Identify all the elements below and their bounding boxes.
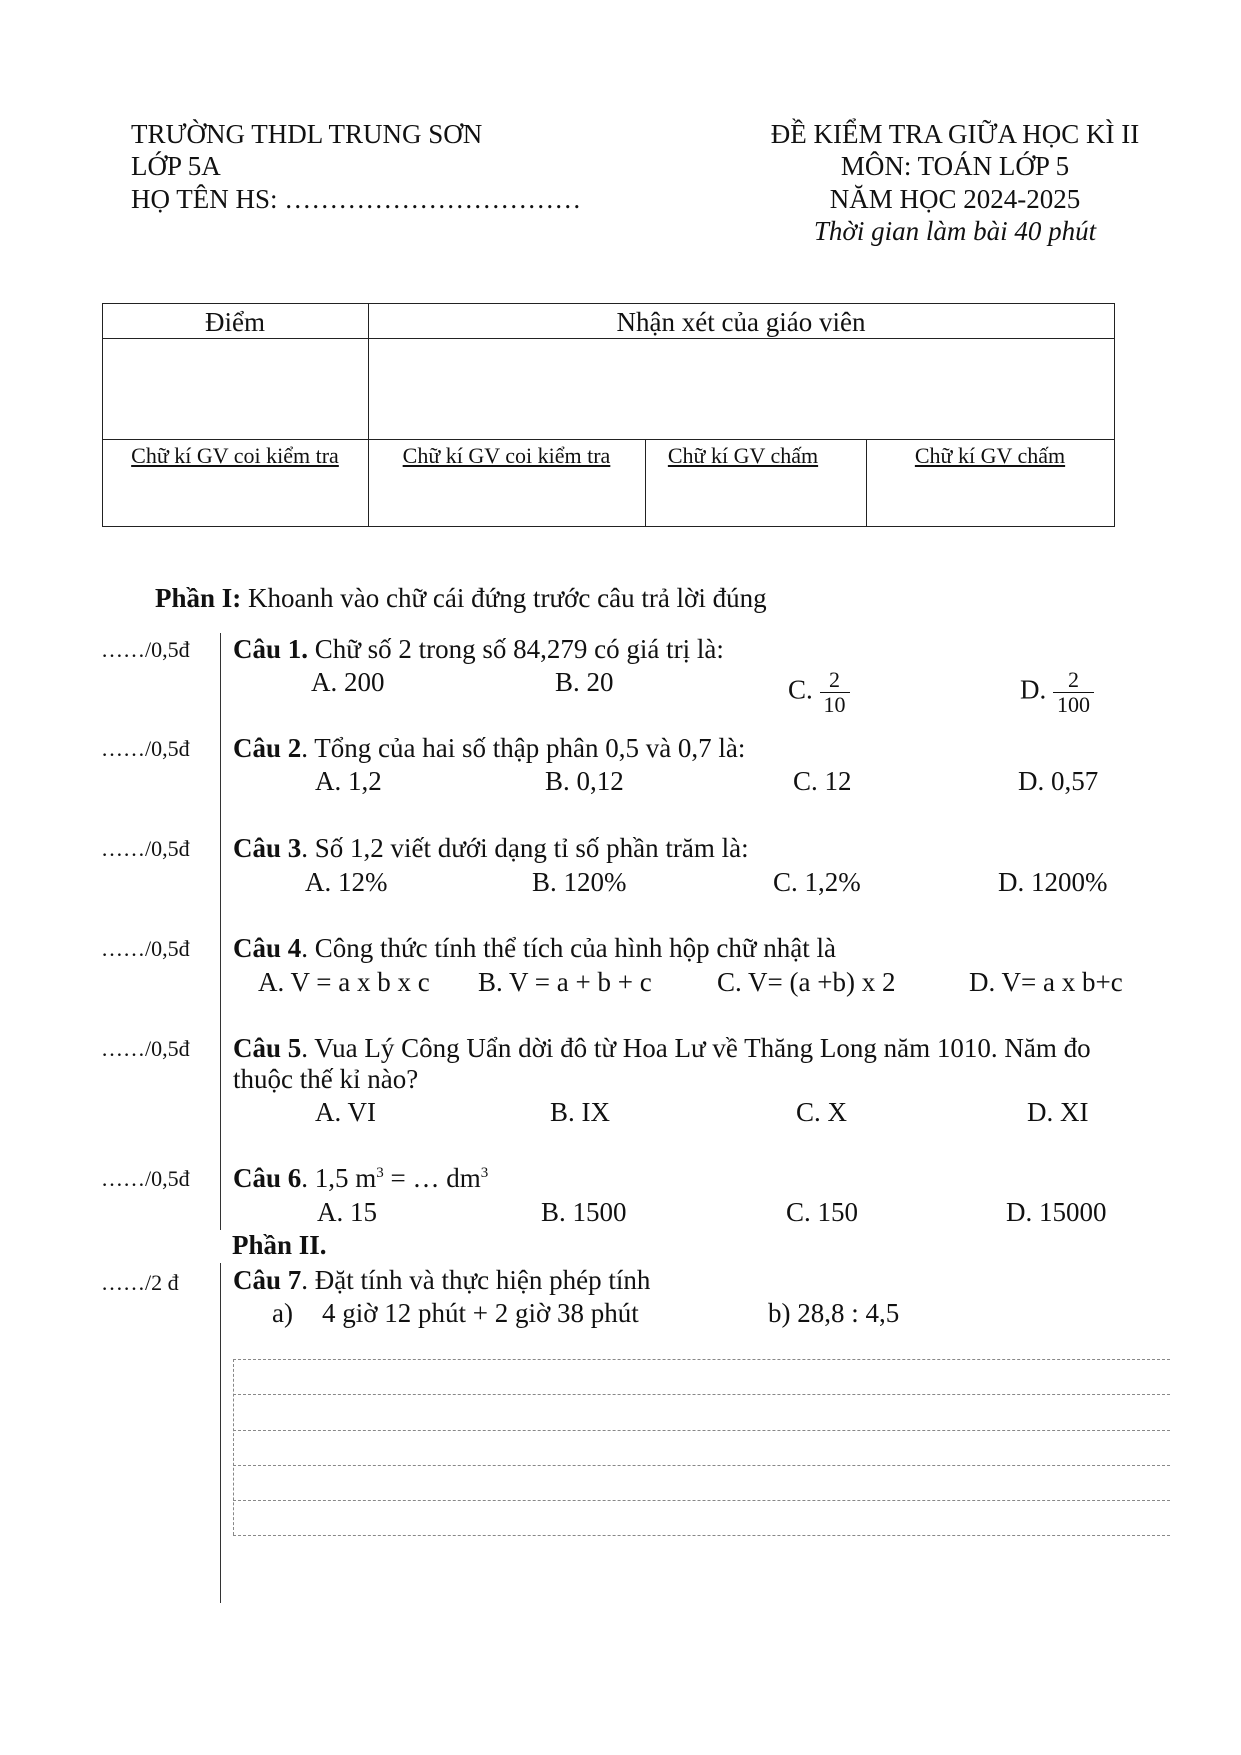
fraction-2-10: $\frac{2}{10}$ [820, 668, 850, 717]
question-3-text: Câu 3. Số 1,2 viết dưới dạng tỉ số phần trăm là: [233, 833, 749, 863]
points-q6: ……/0,5đ [101, 1166, 190, 1191]
student-name-line: HỌ TÊN HS: …………………………… [131, 184, 582, 214]
question-4-text: Câu 4. Công thức tính thể tích của hình hộp chữ nhật là [233, 933, 836, 963]
q7-item-b: b) 28,8 : 4,5 [768, 1298, 900, 1328]
q3-option-d[interactable]: D. 1200% [998, 867, 1108, 897]
points-q1: ……/0,5đ [101, 637, 190, 662]
q3-option-c[interactable]: C. 1,2% [773, 867, 861, 897]
points-q5: ……/0,5đ [101, 1036, 190, 1061]
q4-option-d[interactable]: D. V= a x b+c [969, 967, 1123, 997]
q7-item-a-label: a) [272, 1298, 293, 1328]
grader-signature-2-label: Chữ kí GV chấm [914, 443, 1066, 468]
q3-option-b[interactable]: B. 120% [532, 867, 627, 897]
margin-line [220, 633, 221, 1230]
points-q3: ……/0,5đ [101, 836, 190, 861]
points-q2: ……/0,5đ [101, 736, 190, 761]
points-q4: ……/0,5đ [101, 936, 190, 961]
q6-option-b[interactable]: B. 1500 [541, 1197, 627, 1227]
grader-signature-1-label: Chữ kí GV chấm [667, 443, 819, 468]
q2-option-c[interactable]: C. 12 [793, 766, 852, 796]
question-7-text: Câu 7. Đặt tính và thực hiện phép tính [233, 1265, 651, 1295]
question-5-text-line2: thuộc thế kỉ nào? [233, 1064, 419, 1094]
question-6-text: Câu 6. 1,5 $m^3$ = … $dm^3$ [233, 1163, 489, 1193]
q5-option-d[interactable]: D. XI [1027, 1097, 1089, 1127]
q3-option-a[interactable]: A. 12% [305, 867, 388, 897]
q1-option-d[interactable]: D. $\frac{2}{100}$ [1020, 668, 1094, 717]
fraction-2-100: $\frac{2}{100}$ [1053, 668, 1094, 717]
part2-title: Phần II. [232, 1230, 327, 1260]
class-name: LỚP 5A [131, 151, 221, 181]
points-q7: ……/2 đ [101, 1270, 179, 1295]
score-header: Điểm [205, 307, 265, 337]
school-year: NĂM HỌC 2024-2025 [829, 184, 1081, 214]
margin-line-part2 [220, 1263, 221, 1603]
q1-option-a[interactable]: A. 200 [311, 667, 385, 697]
q2-option-b[interactable]: B. 0,12 [545, 766, 624, 796]
q5-option-c[interactable]: C. X [796, 1097, 848, 1127]
q5-option-a[interactable]: A. VI [315, 1097, 377, 1127]
exam-title: ĐỀ KIỂM TRA GIỮA HỌC KÌ II [770, 119, 1140, 149]
exam-duration: Thời gian làm bài 40 phút [813, 216, 1097, 246]
q2-option-d[interactable]: D. 0,57 [1018, 766, 1099, 796]
teacher-comment-header: Nhận xét của giáo viên [616, 307, 866, 337]
proctor-signature-1-label: Chữ kí GV coi kiểm tra [131, 443, 339, 468]
q1-option-b[interactable]: B. 20 [555, 667, 614, 697]
q2-option-a[interactable]: A. 1,2 [315, 766, 382, 796]
q4-option-b[interactable]: B. V = a + b + c [478, 967, 652, 997]
q4-option-c[interactable]: C. V= (a +b) x 2 [717, 967, 896, 997]
school-name: TRƯỜNG THDL TRUNG SƠN [131, 119, 483, 149]
proctor-signature-2-label: Chữ kí GV coi kiểm tra [402, 443, 611, 468]
q4-option-a[interactable]: A. V = a x b x c [258, 967, 430, 997]
question-1-text: Câu 1. Chữ số 2 trong số 84,279 có giá trị là: [233, 634, 724, 664]
q6-option-d[interactable]: D. 15000 [1006, 1197, 1107, 1227]
subject-line: MÔN: TOÁN LỚP 5 [840, 151, 1070, 181]
q6-option-a[interactable]: A. 15 [317, 1197, 377, 1227]
q5-option-b[interactable]: B. IX [550, 1097, 610, 1127]
q6-option-c[interactable]: C. 150 [786, 1197, 859, 1227]
part1-title: Phần I: Khoanh vào chữ cái đứng trước câu trả lời đúng [155, 583, 767, 613]
q1-option-c[interactable]: C. $\frac{2}{10}$ [788, 668, 850, 717]
question-2-text: Câu 2. Tổng của hai số thập phân 0,5 và 0,7 là: [233, 733, 746, 763]
question-5-text: Câu 5. Vua Lý Công Uẩn dời đô từ Hoa Lư về Thăng Long năm 1010. Năm đo [233, 1033, 1091, 1063]
q7-item-a: 4 giờ 12 phút + 2 giờ 38 phút [322, 1298, 639, 1328]
